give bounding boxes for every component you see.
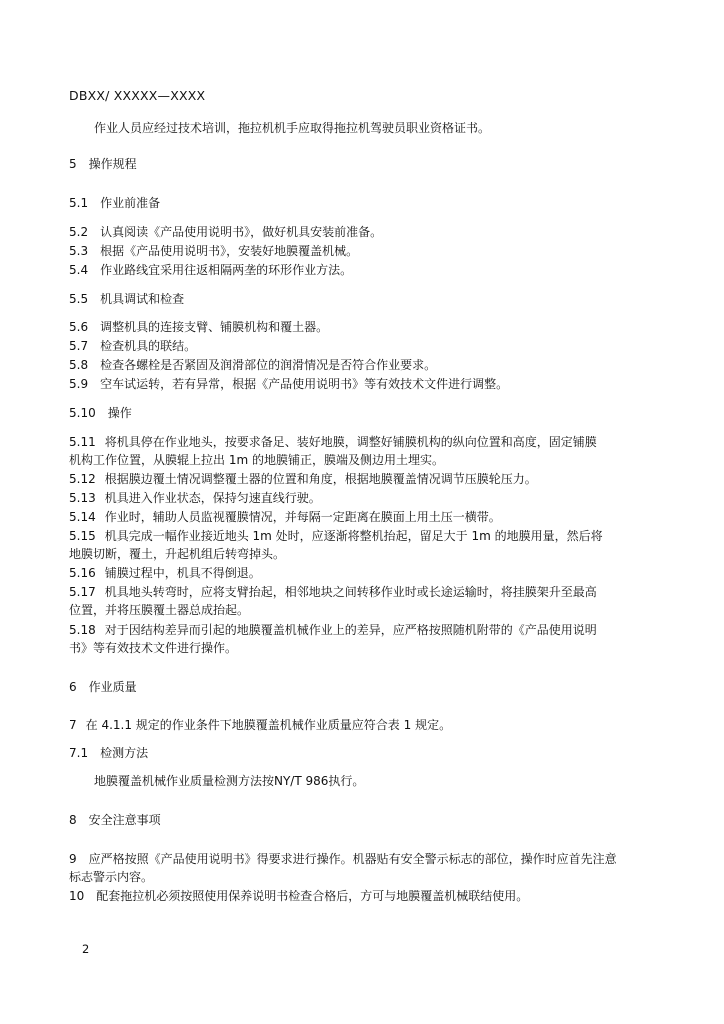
section-10	[69, 887, 659, 905]
clause-5-16	[69, 564, 659, 582]
clause-5-2	[69, 223, 659, 241]
clause-text: 空车试运转，若有异常，根据《产品使用说明书》等有效技术文件进行调整。	[100, 377, 509, 391]
section-text: 配套拖拉机必须按照使用保养说明书检查合格后，方可与地膜覆盖机械联结使用。	[96, 889, 529, 903]
section-5-5-heading	[69, 290, 659, 308]
clause-5-4	[69, 261, 659, 279]
clause-text: 根据《产品使用说明书》，安装好地膜覆盖机械。	[100, 244, 359, 258]
clause-number: 5.17	[69, 585, 96, 599]
clause-5-13	[69, 489, 659, 507]
clause-text: 调整机具的连接支臂、铺膜机构和覆土器。	[100, 320, 329, 334]
section-title: 操作规程	[88, 157, 137, 171]
section-title: 检测方法	[100, 746, 149, 760]
section-number: 10	[69, 889, 85, 903]
clause-text: 作业路线宜采用往返相隔两垄的环形作业方法。	[100, 263, 353, 277]
section-number: 7	[69, 718, 77, 732]
clause-text: 根据膜边覆土情况调整覆土器的位置和角度，根据地膜覆盖情况调节压膜轮压力。	[104, 472, 537, 486]
section-number: 5.10	[69, 406, 96, 420]
section-5-10-heading	[69, 404, 659, 422]
clause-text: 认真阅读《产品使用说明书》，做好机具安装前准备。	[100, 225, 383, 239]
clause-5-18	[69, 621, 659, 639]
clause-5-3	[69, 242, 659, 260]
clause-number: 5.9	[69, 377, 89, 391]
clause-number: 5.16	[69, 566, 96, 580]
clause-5-6	[69, 318, 659, 336]
clause-text: 作业时，辅助人员监视覆膜情况，并每隔一定距离在膜面上用土压一横带。	[104, 510, 501, 524]
clause-5-15	[69, 527, 659, 545]
clause-number: 5.4	[69, 263, 89, 277]
section-7-1-text: 地膜覆盖机械作业质量检测方法按NY/T 986执行。	[94, 774, 365, 788]
section-9	[69, 850, 659, 868]
section-8-heading	[69, 811, 659, 829]
section-number: 8	[69, 813, 77, 827]
clause-5-7	[69, 337, 659, 355]
section-5-heading	[69, 155, 659, 173]
clause-number: 5.8	[69, 358, 89, 372]
clause-text: 将机具停在作业地头，按要求备足、装好地膜，调整好铺膜机构的纵向位置和高度，固定铺膜	[104, 435, 597, 449]
section-title: 作业质量	[88, 680, 137, 694]
clause-text: 对于因结构差异而引起的地膜覆盖机械作业上的差异，应严格按照随机附带的《产品使用说明	[104, 623, 597, 637]
clause-text: 检查机具的联结。	[100, 339, 197, 353]
clause-5-11-continued: 机构工作位置，从膜辊上拉出 1m 的地膜铺正，膜端及侧边用土埋实。	[69, 453, 444, 467]
clause-text: 铺膜过程中，机具不得倒退。	[104, 566, 261, 580]
clause-number: 5.11	[69, 435, 96, 449]
section-number: 5.1	[69, 196, 89, 210]
clause-5-15-continued: 地膜切断，覆土，升起机组后转弯掉头。	[69, 547, 286, 561]
clause-text: 机具完成一幅作业接近地头 1m 处时，应逐渐将整机抬起，留足大于 1m 的地膜用量，然后将	[104, 529, 603, 543]
clause-number: 5.13	[69, 491, 96, 505]
clause-5-9	[69, 375, 659, 393]
document-code: DBXX/ XXXXX—XXXX	[69, 88, 206, 103]
clause-number: 5.15	[69, 529, 96, 543]
clause-5-17-continued: 位置，并将压膜覆土器总成抬起。	[69, 603, 250, 617]
clause-text: 机具进入作业状态，保持匀速直线行驶。	[104, 491, 321, 505]
clause-number: 5.2	[69, 225, 89, 239]
clause-number: 5.18	[69, 623, 96, 637]
clause-5-11	[69, 433, 659, 451]
section-text: 在 4.1.1 规定的作业条件下地膜覆盖机械作业质量应符合表 1 规定。	[85, 718, 452, 732]
section-number: 5	[69, 157, 77, 171]
clause-text: 检查各螺栓是否紧固及润滑部位的润滑情况是否符合作业要求。	[100, 358, 437, 372]
section-number: 7.1	[69, 746, 89, 760]
clause-5-14	[69, 508, 659, 526]
section-title: 作业前准备	[100, 196, 161, 210]
section-title: 机具调试和检查	[100, 292, 185, 306]
section-title: 操作	[107, 406, 132, 420]
clause-number: 5.7	[69, 339, 89, 353]
section-6-heading	[69, 678, 659, 696]
section-number: 9	[69, 852, 77, 866]
clause-number: 5.12	[69, 472, 96, 486]
clause-5-8	[69, 356, 659, 374]
clause-number: 5.6	[69, 320, 89, 334]
page-number: 2	[82, 942, 90, 956]
section-5-1-heading	[69, 194, 659, 212]
clause-text: 机具地头转弯时，应将支臂抬起，相邻地块之间转移作业时或长途运输时，将挂膜架升至最高	[104, 585, 597, 599]
section-text: 应严格按照《产品使用说明书》得要求进行操作。机器贴有安全警示标志的部位，操作时应首先注意	[88, 852, 617, 866]
clause-5-12	[69, 470, 659, 488]
section-number: 5.5	[69, 292, 89, 306]
intro-paragraph: 作业人员应经过技术培训，拖拉机机手应取得拖拉机驾驶员职业资格证书。	[94, 121, 491, 135]
clause-5-18-continued: 书》等有效技术文件进行操作。	[69, 641, 238, 655]
clause-number: 5.14	[69, 510, 96, 524]
section-title: 安全注意事项	[88, 813, 161, 827]
section-9-continued: 标志警示内容。	[69, 870, 154, 884]
clause-5-17	[69, 583, 659, 601]
section-number: 6	[69, 680, 77, 694]
section-7-1-heading	[69, 744, 659, 762]
section-7	[69, 716, 659, 734]
clause-number: 5.3	[69, 244, 89, 258]
